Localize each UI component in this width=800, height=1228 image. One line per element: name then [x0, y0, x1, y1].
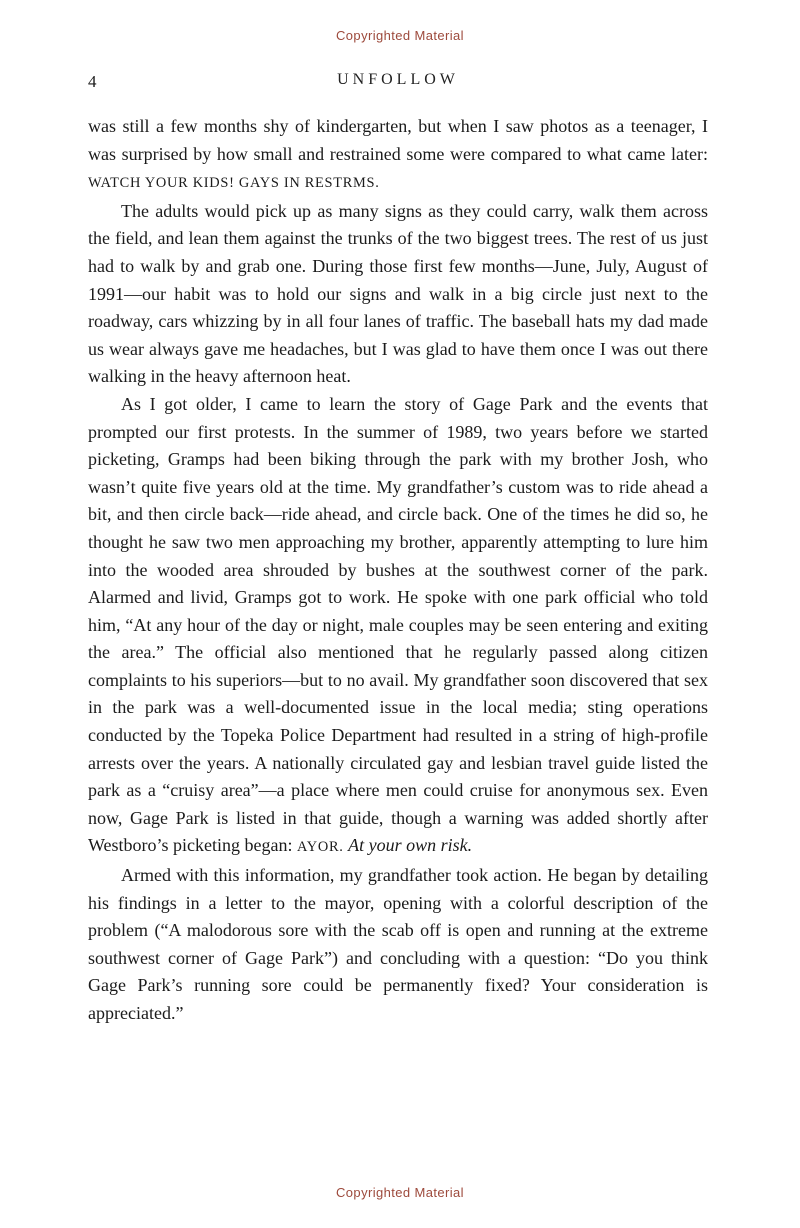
paragraph [88, 113, 708, 198]
text-run: As I got older, I came to learn the story of Gage Park and the events that prompted our first protests. In the summer of 1989, two years before we started picketing, Gramps had been biking through the park with my brother Josh, who wasn’t quite five years old at the time. My grandfather’s custom was to ride ahead a bit, and then circle back—ride ahead, and circle back. One of the times he did so, he thought he saw two men approaching my brother, apparently attempting to lure him into the wooded area shrouded by bushes at the southwest corner of the park. Alarmed and livid, Gramps got to work. He spoke with one park official who told him, “At any hour of the day or night, male couples may be seen entering and exiting the area.” The official also mentioned that he regularly passed along citizen complaints to his superiors—but to no avail. My grandfather soon discovered that sex in the park was a well-documented issue in the local media; sting operations conducted by the Topeka Police Department had resulted in a string of high-profile arrests over the years. A nationally circulated gay and lesbian travel guide listed the park as a “cruisy area”—a place where men could cruise for anonymous sex. Even now, Gage Park is listed in that guide, though a warning was added shortly after Westboro’s picketing began: [88, 393, 708, 856]
page-header [88, 71, 708, 93]
text-run-italic: At your own risk. [348, 835, 473, 856]
running-head: UNFOLLOW [337, 71, 459, 88]
text-run: Armed with this information, my grandfather took action. He began by detailing his findings in a letter to the mayor, opening with a colorful description of the problem (“A malodorous sore with the scab off is open and running at the extreme southwest corner of Gage Park”) and concluding with a question: “Do you think Gage Park’s running sore could be permanently fixed? Your consideration is appreciated.” [88, 865, 708, 1023]
text-run-smallcaps: AYOR. [297, 839, 344, 856]
paragraph [88, 391, 708, 862]
copyright-notice-top: Copyrighted Material [336, 28, 464, 43]
paragraph [88, 862, 708, 1028]
text-run-smallcaps: WATCH YOUR KIDS! GAYS IN RESTRMS. [88, 175, 380, 192]
body-text [88, 113, 708, 1028]
paragraph [88, 198, 708, 391]
text-run: The adults would pick up as many signs as they could carry, walk them across the field, and lean them against the trunks of the two biggest trees. The rest of us just had to walk by and grab one. During those first few months—June, July, August of 1991—our habit was to hold our signs and walk in a big circle just next to the roadway, cars whizzing by in all four lanes of traffic. The baseball hats my dad made us wear always gave me headaches, but I was glad to have them once I was out there walking in the heavy afternoon heat. [88, 200, 708, 387]
text-run: was still a few months shy of kindergarten, but when I saw photos as a teenager, I was surprised by how small and restrained some were compared to what came later: [88, 116, 708, 164]
page-number: 4 [88, 72, 97, 91]
copyright-notice-bottom: Copyrighted Material [336, 1185, 464, 1200]
